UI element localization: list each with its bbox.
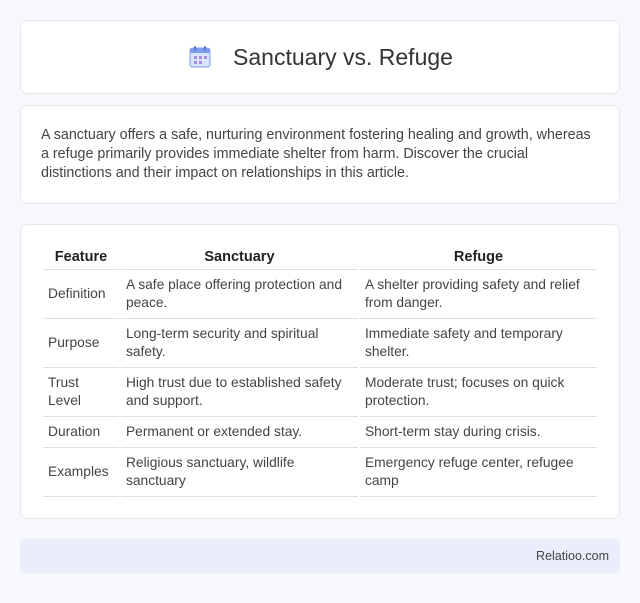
table-row: [43, 417, 597, 448]
page-title: Sanctuary vs. Refuge: [233, 43, 453, 70]
intro-card: [20, 105, 620, 204]
sanctuary-cell: Religious sanctuary, wildlife sanctuary: [121, 448, 358, 497]
table-row: [43, 319, 597, 368]
header-sanctuary: Sanctuary: [121, 244, 358, 270]
title-card: [20, 20, 620, 94]
sanctuary-cell: Permanent or extended stay.: [121, 417, 358, 448]
feature-cell: Trust Level: [43, 368, 119, 417]
refuge-cell: Emergency refuge center, refugee camp: [360, 448, 597, 497]
header-feature: Feature: [43, 244, 119, 270]
table-row: [43, 270, 597, 319]
table-row: [43, 448, 597, 497]
comparison-card: [20, 224, 620, 519]
sanctuary-cell: High trust due to established safety and support.: [121, 368, 358, 417]
header-refuge: Refuge: [360, 244, 597, 270]
table-row: [43, 368, 597, 417]
feature-cell: Examples: [43, 448, 119, 497]
feature-cell: Purpose: [43, 319, 119, 368]
footer-site-name: Relatioo.com: [536, 549, 609, 563]
intro-text: A sanctuary offers a safe, nurturing environment fostering healing and growth, whereas a refuge primarily provides immediate shelter from harm. Discover the crucial distinctions and their impact on relationships in this article.: [41, 127, 591, 181]
feature-cell: Duration: [43, 417, 119, 448]
calendar-icon: [187, 44, 213, 70]
footer: [20, 539, 620, 573]
table-header-row: [43, 244, 597, 270]
comparison-table: [41, 244, 599, 497]
refuge-cell: Immediate safety and temporary shelter.: [360, 319, 597, 368]
refuge-cell: A shelter providing safety and relief from danger.: [360, 270, 597, 319]
sanctuary-cell: A safe place offering protection and peace.: [121, 270, 358, 319]
refuge-cell: Moderate trust; focuses on quick protection.: [360, 368, 597, 417]
refuge-cell: Short-term stay during crisis.: [360, 417, 597, 448]
feature-cell: Definition: [43, 270, 119, 319]
sanctuary-cell: Long-term security and spiritual safety.: [121, 319, 358, 368]
